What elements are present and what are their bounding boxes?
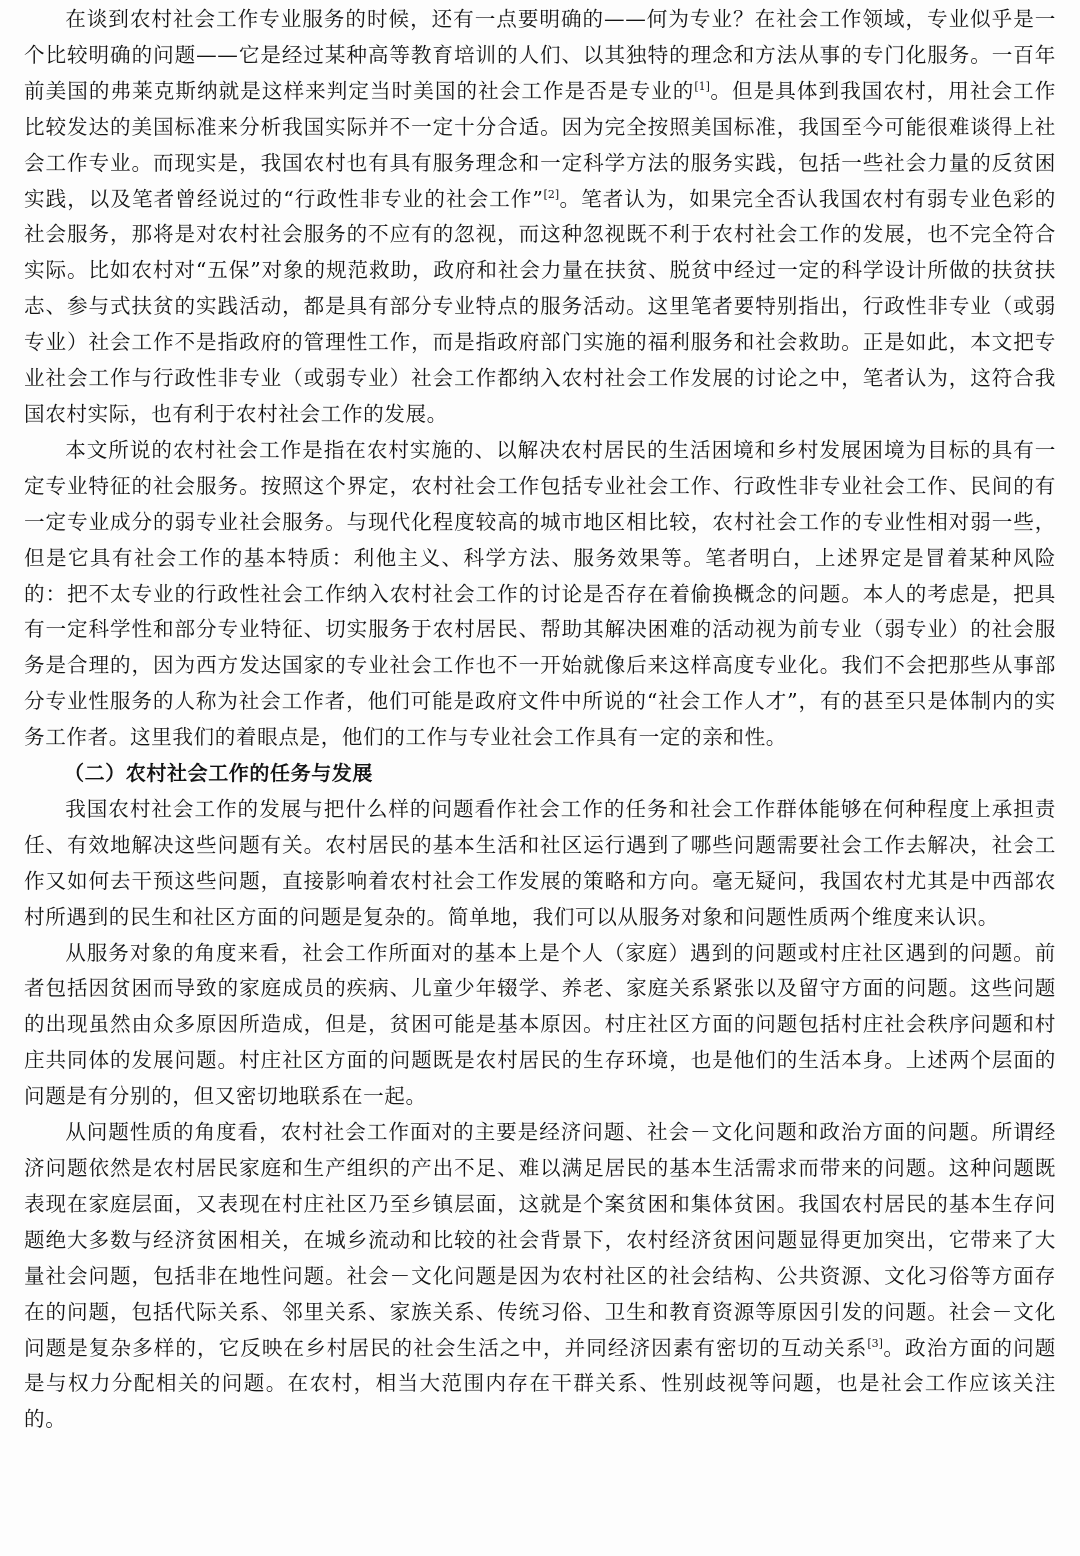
paragraph-text-run: 在谈到农村社会工作专业服务的时候，还有一点要明确的——何为专业？在社会工作领域，专业似乎是一个比较明确的问题——它是经过某种高等教育培训的人们、以其独特的理念和方法从事的专门化服务。一百年前美国的弗莱克斯纳就是这样来判定当时美国的社会工作是否是专业的 [24,7,1056,103]
citation-reference: [1] [694,79,710,93]
paragraph-text-run: 。政治方面的问题是与权力分配相关的问题。在农村，相当大范围内存在干群关系、性别歧视等问题，也是社会工作应该关注的。 [24,1335,1056,1432]
paragraph-p3 [24,792,1056,936]
paragraph-text-run: 从服务对象的角度来看，社会工作所面对的基本上是个人（家庭）遇到的问题或村庄社区遇到的问题。前者包括因贫困而导致的家庭成员的疾病、儿童少年辍学、养老、家庭关系紧张以及留守方面的问题。这些问题的出现虽然由众多原因所造成，但是，贫困可能是基本原因。村庄社区方面的问题包括村庄社会秩序问题和村庄共同体的发展问题。村庄社区方面的问题既是农村居民的生存环境，也是他们的生活本身。上述两个层面的问题是有分别的，但又密切地联系在一起。 [24,940,1056,1109]
paragraph-text-run: 。但是具体到我国农村，用社会工作比较发达的美国标准来分析我国实际并不一定十分合适。因为完全按照美国标准，我国至今可能很难谈得上社会工作专业。而现实是，我国农村也有具有服务理念和一定科学方法的服务实践，包括一些社会力量的反贫困实践，以及笔者曾经说过的“行政性非专业的社会工作” [24,78,1056,211]
paragraph-p2 [24,433,1056,756]
paragraph-text-run: 我国农村社会工作的发展与把什么样的问题看作社会工作的任务和社会工作群体能够在何种程度上承担责任、有效地解决这些问题有关。农村居民的基本生活和社区运行遇到了哪些问题需要社会工作去解决，社会工作又如何去干预这些问题，直接影响着农村社会工作发展的策略和方向。毫无疑问，我国农村尤其是中西部农村所遇到的民生和社区方面的问题是复杂的。简单地，我们可以从服务对象和问题性质两个维度来认识。 [24,796,1056,929]
paragraph-text-run: 本文所说的农村社会工作是指在农村实施的、以解决农村居民的生活困境和乡村发展困境为目标的具有一定专业特征的社会服务。按照这个界定，农村社会工作包括专业社会工作、行政性非专业社会工作、民间的有一定专业成分的弱专业社会服务。与现代化程度较高的城市地区相比较，农村社会工作的专业性相对弱一些，但是它具有社会工作的基本特质：利他主义、科学方法、服务效果等。笔者明白，上述界定是冒着某种风险的：把不太专业的行政性社会工作纳入农村社会工作的讨论是否存在着偷换概念的问题。本人的考虑是，把具有一定科学性和部分专业特征、切实服务于农村居民、帮助其解决困难的活动视为前专业（弱专业）的社会服务是合理的，因为西方发达国家的专业社会工作也不一开始就像后来这样高度专业化。我们不会把那些从事部分专业性服务的人称为社会工作者，他们可能是政府文件中所说的“社会工作人才”，有的甚至只是体制内的实务工作者。这里我们的着眼点是，他们的工作与专业社会工作具有一定的亲和性。 [24,437,1056,750]
paragraph-text-run: 。笔者认为，如果完全否认我国农村有弱专业色彩的社会服务，那将是对农村社会服务的不应有的忽视，而这种忽视既不利于农村社会工作的发展，也不完全符合实际。比如农村对“五保”对象的规范救助，政府和社会力量在扶贫、脱贫中经过一定的科学设计所做的扶贫扶志、参与式扶贫的实践活动，都是具有部分专业特点的服务活动。这里笔者要特别指出，行政性非专业（或弱专业）社会工作不是指政府的管理性工作，而是指政府部门实施的福利服务和社会救助。正是如此，本文把专业社会工作与行政性非专业（或弱专业）社会工作都纳入农村社会工作发展的讨论之中，笔者认为，这符合我国农村实际，也有利于农村社会工作的发展。 [24,186,1056,426]
body-text-before-heading [24,2,1056,756]
paragraph-p5 [24,1115,1056,1438]
citation-reference: [3] [867,1336,883,1350]
body-text-after-heading [24,792,1056,1438]
citation-reference: [2] [543,187,560,201]
paragraph-text-run: 从问题性质的角度看，农村社会工作面对的主要是经济问题、社会－文化问题和政治方面的问题。所谓经济问题依然是农村居民家庭和生产组织的产出不足、难以满足居民的基本生活需求而带来的问题。这种问题既表现在家庭层面，又表现在村庄社区乃至乡镇层面，这就是个案贫困和集体贫困。我国农村居民的基本生存问题绝大多数与经济贫困相关，在城乡流动和比较的社会背景下，农村经济贫困问题显得更加突出，它带来了大量社会问题，包括非在地性问题。社会－文化问题是因为农村社区的社会结构、公共资源、文化习俗等方面存在的问题，包括代际关系、邻里关系、家族关系、传统习俗、卫生和教育资源等原因引发的问题。社会－文化问题是复杂多样的，它反映在乡村居民的社会生活之中，并同经济因素有密切的互动关系 [24,1120,1056,1360]
paragraph-p4 [24,936,1056,1116]
paragraph-p1 [24,2,1056,433]
section-heading: （二）农村社会工作的任务与发展 [64,761,373,786]
